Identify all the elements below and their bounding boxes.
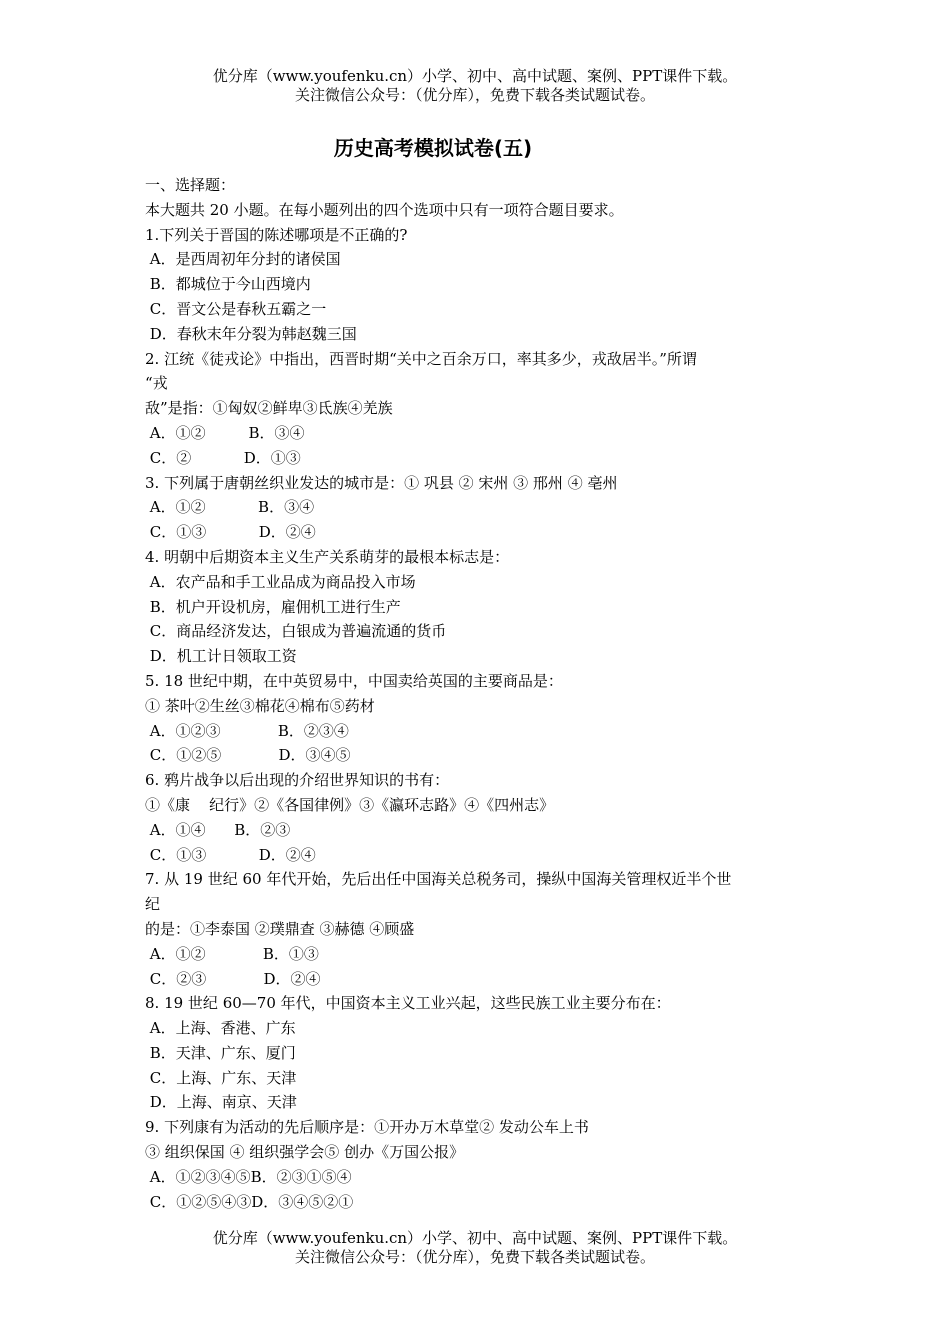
text-line: A．上海、香港、广东 [145, 1019, 296, 1038]
text-line: A．①② B．③④ [145, 498, 315, 517]
text-line: C．② D．①③ [145, 448, 301, 467]
text-line: 7. 从 19 世纪 60 年代开始，先后出任中国海关总税务司，操纵中国海关管理权近半个世 [145, 870, 732, 889]
text-line: D．上海、南京、天津 [145, 1093, 297, 1112]
text-line: B．机户开设机房，雇佣机工进行生产 [145, 597, 401, 616]
text-line: ③ 组织保国 ④ 组织强学会⑤ 创办《万国公报》 [145, 1143, 465, 1162]
footer-line-2: 关注微信公众号：（优分库），免费下载各类试题试卷。 [294, 1248, 655, 1266]
text-line: 9. 下列康有为活动的先后顺序是：①开办万木草堂② 发动公车上书 [145, 1118, 589, 1137]
text-line: 6. 鸦片战争以后出现的介绍世界知识的书有： [145, 771, 450, 790]
text-line: 一、选择题： [145, 176, 236, 194]
text-line: A．①② B．①③ [145, 944, 319, 963]
text-line: C．上海、广东、天津 [145, 1068, 297, 1087]
text-line: 1.下列关于晋国的陈述哪项是不正确的? [145, 225, 408, 244]
text-line: ①《康 纪行》②《各国律例》③《瀛环志路》④《四州志》 [145, 795, 555, 814]
text-line: C．②③ D．②④ [145, 969, 321, 988]
text-line: C．①②⑤ D．③④⑤ [145, 746, 351, 765]
header-line-2: 关注微信公众号：（优分库），免费下载各类试题试卷。 [294, 86, 655, 104]
text-line: D．春秋末年分裂为韩赵魏三国 [145, 324, 357, 343]
text-line: A．①② B．③④ [145, 423, 305, 442]
text-line: C．①②⑤④③D．③④⑤②① [145, 1192, 354, 1211]
footer-line-1: 优分库（www.youfenku.cn）小学、初中、高中试题、案例、PPT课件下载。 [212, 1229, 738, 1247]
text-line: A．是西周初年分封的诸侯国 [145, 250, 341, 269]
text-line: B．天津、广东、厦门 [145, 1043, 296, 1062]
page-header [0, 67, 950, 105]
text-line: B．都城位于今山西境内 [145, 275, 311, 294]
text-line: C．①③ D．②④ [145, 523, 316, 542]
text-line: 4. 明朝中后期资本主义生产关系萌芽的最根本标志是： [145, 547, 510, 566]
text-line: A．①④ B．②③ [145, 820, 291, 839]
text-line: ① 茶叶②生丝③棉花④棉布⑤药材 [145, 696, 375, 715]
text-line: A．农产品和手工业品成为商品投入市场 [145, 572, 416, 591]
text-line: 本大题共 20 小题。在每小题列出的四个选项中只有一项符合题目要求。 [145, 200, 624, 219]
text-line: 纪 [145, 895, 161, 914]
question-list [145, 173, 815, 1214]
page-footer [0, 1229, 950, 1267]
text-line: 敌”是指：①匈奴②鲜卑③氐族④羌族 [145, 399, 393, 418]
header-line-1: 优分库（www.youfenku.cn）小学、初中、高中试题、案例、PPT课件下载。 [212, 67, 738, 85]
text-line: C．①③ D．②④ [145, 845, 316, 864]
text-line: “戎 [145, 374, 168, 393]
text-line: A．①②③ B．②③④ [145, 721, 349, 740]
text-line: C．商品经济发达，白银成为普遍流通的货币 [145, 622, 447, 641]
text-line: 2. 江统《徒戎论》中指出，西晋时期“关中之百余万口，率其多少，戎敌居半。”所谓 [145, 349, 697, 368]
text-line: 的是：①李泰国 ②璞鼎查 ③赫德 ④顾盛 [145, 919, 415, 938]
text-line: C．晋文公是春秋五霸之一 [145, 299, 327, 318]
text-line: 8. 19 世纪 60—70 年代，中国资本主义工业兴起，这些民族工业主要分布在： [145, 994, 671, 1013]
text-line: D．机工计日领取工资 [145, 647, 297, 666]
page-title: 历史高考模拟试卷(五) [333, 136, 533, 160]
text-line: A．①②③④⑤B．②③①⑤④ [145, 1167, 352, 1186]
text-line: 5. 18 世纪中期，在中英贸易中，中国卖给英国的主要商品是： [145, 671, 563, 690]
text-line: 3. 下列属于唐朝丝织业发达的城市是：① 巩县 ② 宋州 ③ 邢州 ④ 亳州 [145, 473, 618, 492]
